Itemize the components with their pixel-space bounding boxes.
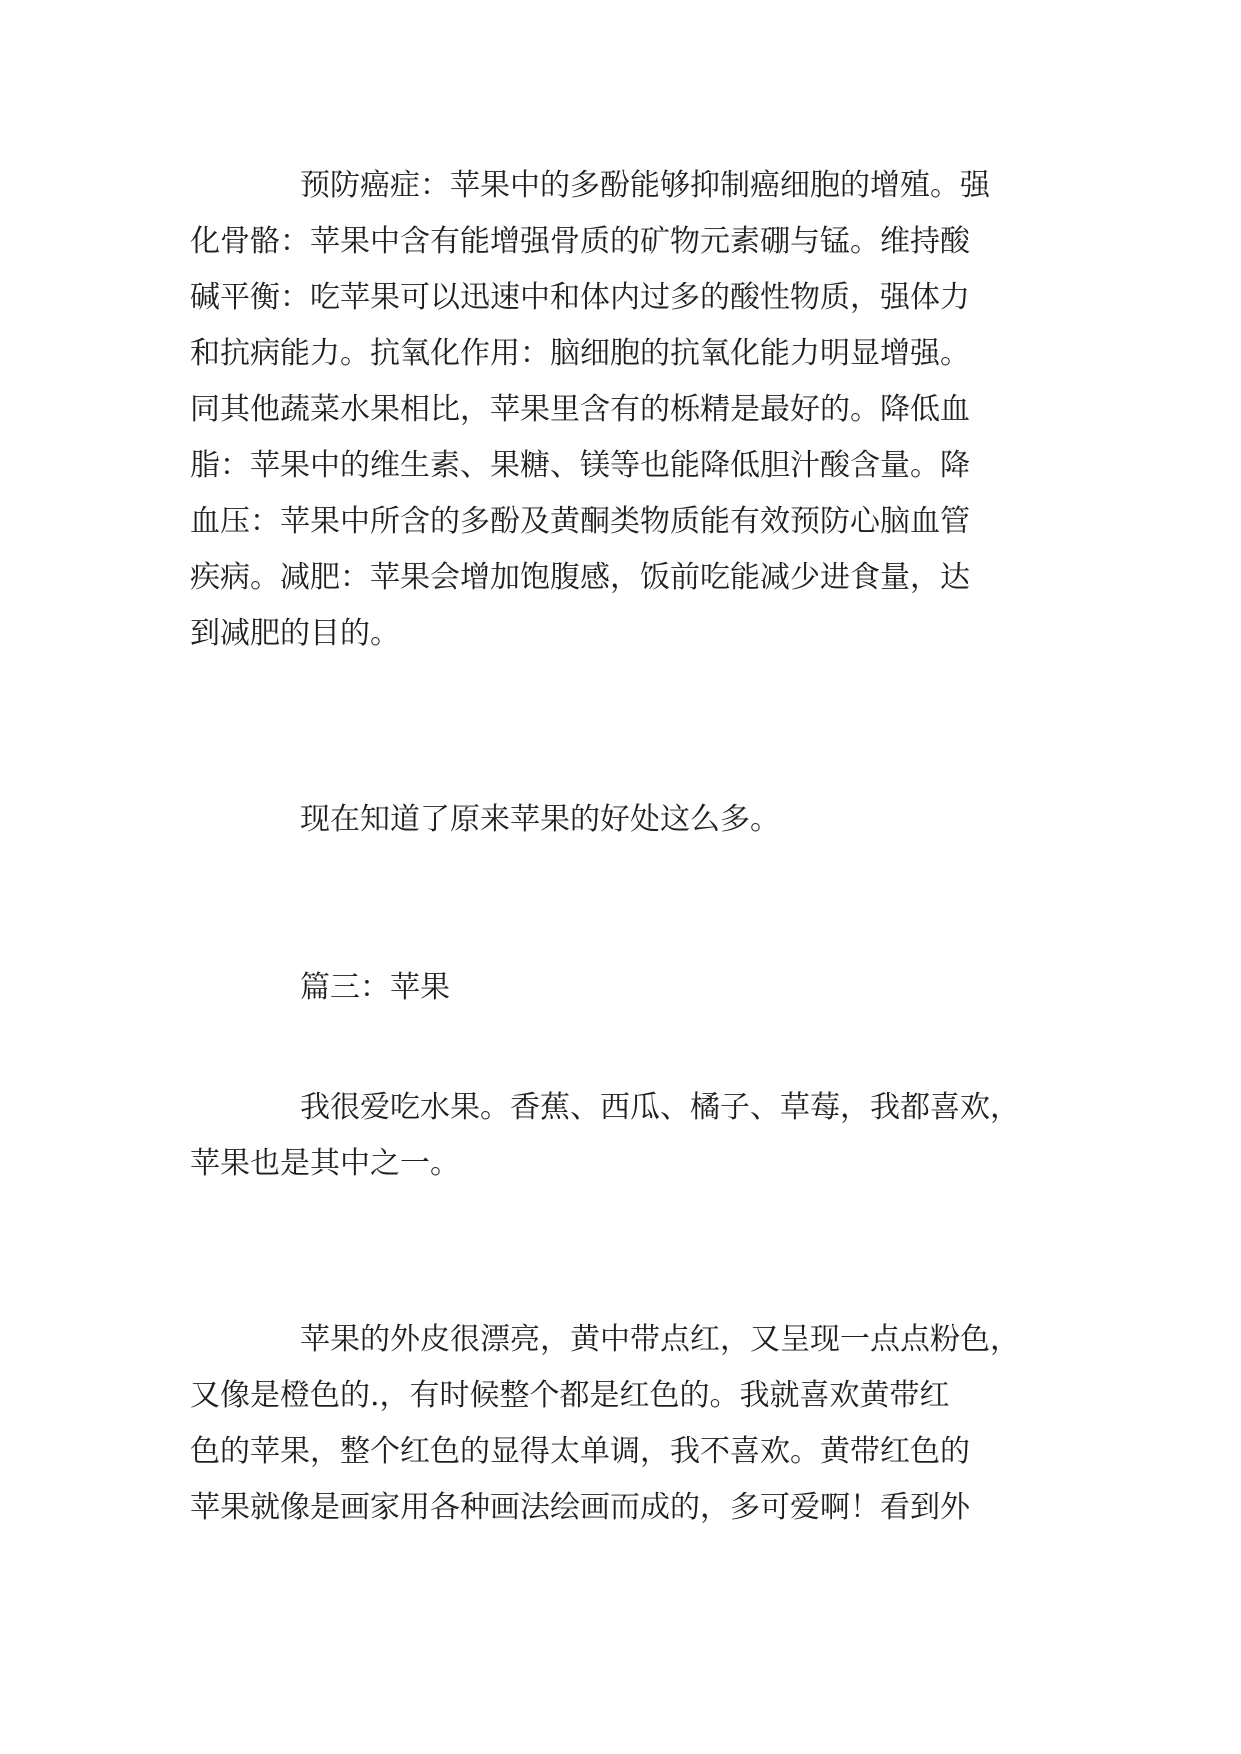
paragraph-line: 苹果就像是画家用各种画法绘画而成的，多可爱啊！看到外 <box>190 1490 970 1525</box>
paragraph-line: 色的苹果，整个红色的显得太单调，我不喜欢。黄带红色的 <box>190 1434 970 1469</box>
paragraph-line: 苹果的外皮很漂亮，黄中带点红，又呈现一点点粉色， <box>300 1322 1020 1357</box>
paragraph-line: 苹果也是其中之一。 <box>190 1146 460 1181</box>
paragraph-line: 脂：苹果中的维生素、果糖、镁等也能降低胆汁酸含量。降 <box>190 448 970 483</box>
paragraph-line: 现在知道了原来苹果的好处这么多。 <box>300 802 780 837</box>
paragraph-line: 碱平衡：吃苹果可以迅速中和体内过多的酸性物质，强体力 <box>190 280 970 315</box>
paragraph-line: 和抗病能力。抗氧化作用：脑细胞的抗氧化能力明显增强。 <box>190 336 970 371</box>
paragraph-line: 疾病。减肥：苹果会增加饱腹感，饭前吃能减少进食量，达 <box>190 560 970 595</box>
paragraph-line: 又像是橙色的.，有时候整个都是红色的。我就喜欢黄带红 <box>190 1378 950 1413</box>
paragraph-line: 预防癌症：苹果中的多酚能够抑制癌细胞的增殖。强 <box>300 168 990 203</box>
paragraph-line: 我很爱吃水果。香蕉、西瓜、橘子、草莓，我都喜欢， <box>300 1090 1020 1125</box>
section-heading: 篇三：苹果 <box>300 970 450 1005</box>
paragraph-line: 到减肥的目的。 <box>190 616 400 651</box>
paragraph-line: 血压：苹果中所含的多酚及黄酮类物质能有效预防心脑血管 <box>190 504 970 539</box>
paragraph-line: 同其他蔬菜水果相比，苹果里含有的栎精是最好的。降低血 <box>190 392 970 427</box>
paragraph-line: 化骨骼：苹果中含有能增强骨质的矿物元素硼与锰。维持酸 <box>190 224 970 259</box>
